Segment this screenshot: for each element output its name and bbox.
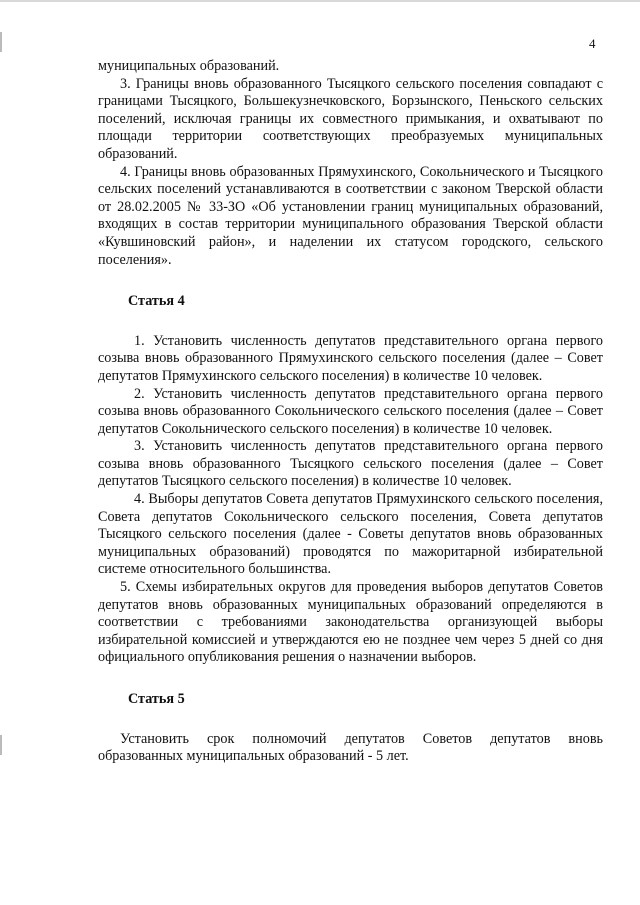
paragraph-continuation: муниципальных образований. [98,58,280,74]
document-body [98,58,603,766]
article-4-item-2: 2. Установить численность депутатов представительного органа первого созыва вновь образованного Сокольнического сельского поселения (далее – Совет депутатов Сокольнического сельского поселения) в количестве 10 человек. [98,385,603,437]
article-4-item-4: 4. Выборы депутатов Совета депутатов Прямухинского сельского поселения, Совета депутатов Сокольнического сельского поселения, Совета депутатов Тысяцкого сельского поселения (далее - Советы депутатов вновь образованных муниципальных образований) проводятся по мажоритарной избирательной системе относительного большинства. [98,491,603,578]
article-4-item-1: 1. Установить численность депутатов представительного органа первого созыва вновь образованного Прямухинского сельского поселения (далее – Совет депутатов Прямухинского сельского поселения) в количестве 10 человек. [98,332,603,384]
binding-mark [0,735,2,755]
article-5-text: Установить срок полномочий депутатов Советов депутатов вновь образованных муниципальных образований - 5 лет. [98,730,603,765]
article-4-item-3: 3. Установить численность депутатов представительного органа первого созыва вновь образованного Тысяцкого сельского поселения (далее – Совет депутатов Тысяцкого сельского поселения) в количестве 10 человек. [98,438,603,490]
article-4-item-5: 5. Схемы избирательных округов для проведения выборов депутатов Советов депутатов вновь образованных муниципальных образований определяются в соответствии с требованиями законодательства организующей выборы избирательной комиссией и утверждаются ею не позднее чем через 5 дней со дня официального опубликования решения о назначении выборов. [98,579,603,666]
article-5-title: Статья 5 [128,691,185,707]
binding-mark [0,32,2,52]
article-4-title: Статья 4 [128,293,185,310]
page-number: 4 [589,36,596,51]
paragraph-4: 4. Границы вновь образованных Прямухинского, Сокольнического и Тысяцкого сельских поселений устанавливаются в соответствии с законом Тверской области от 28.02.2005 № 33-ЗО «Об установлении границ муниципальных образований, входящих в состав территории муниципального образования Тверской области «Кувшиновский район», и наделении их статусом городского, сельского поселения». [98,163,603,268]
page-top-edge [0,0,640,2]
paragraph-3: 3. Границы вновь образованного Тысяцкого сельского поселения совпадают с границами Тысяцкого, Большекузнечковского, Борзынского, Пеньского сельских поселений, исключая границы их совместного примыкания, и охватывают по площади территории соответствующих преобразуемых муниципальных образований. [98,75,603,162]
